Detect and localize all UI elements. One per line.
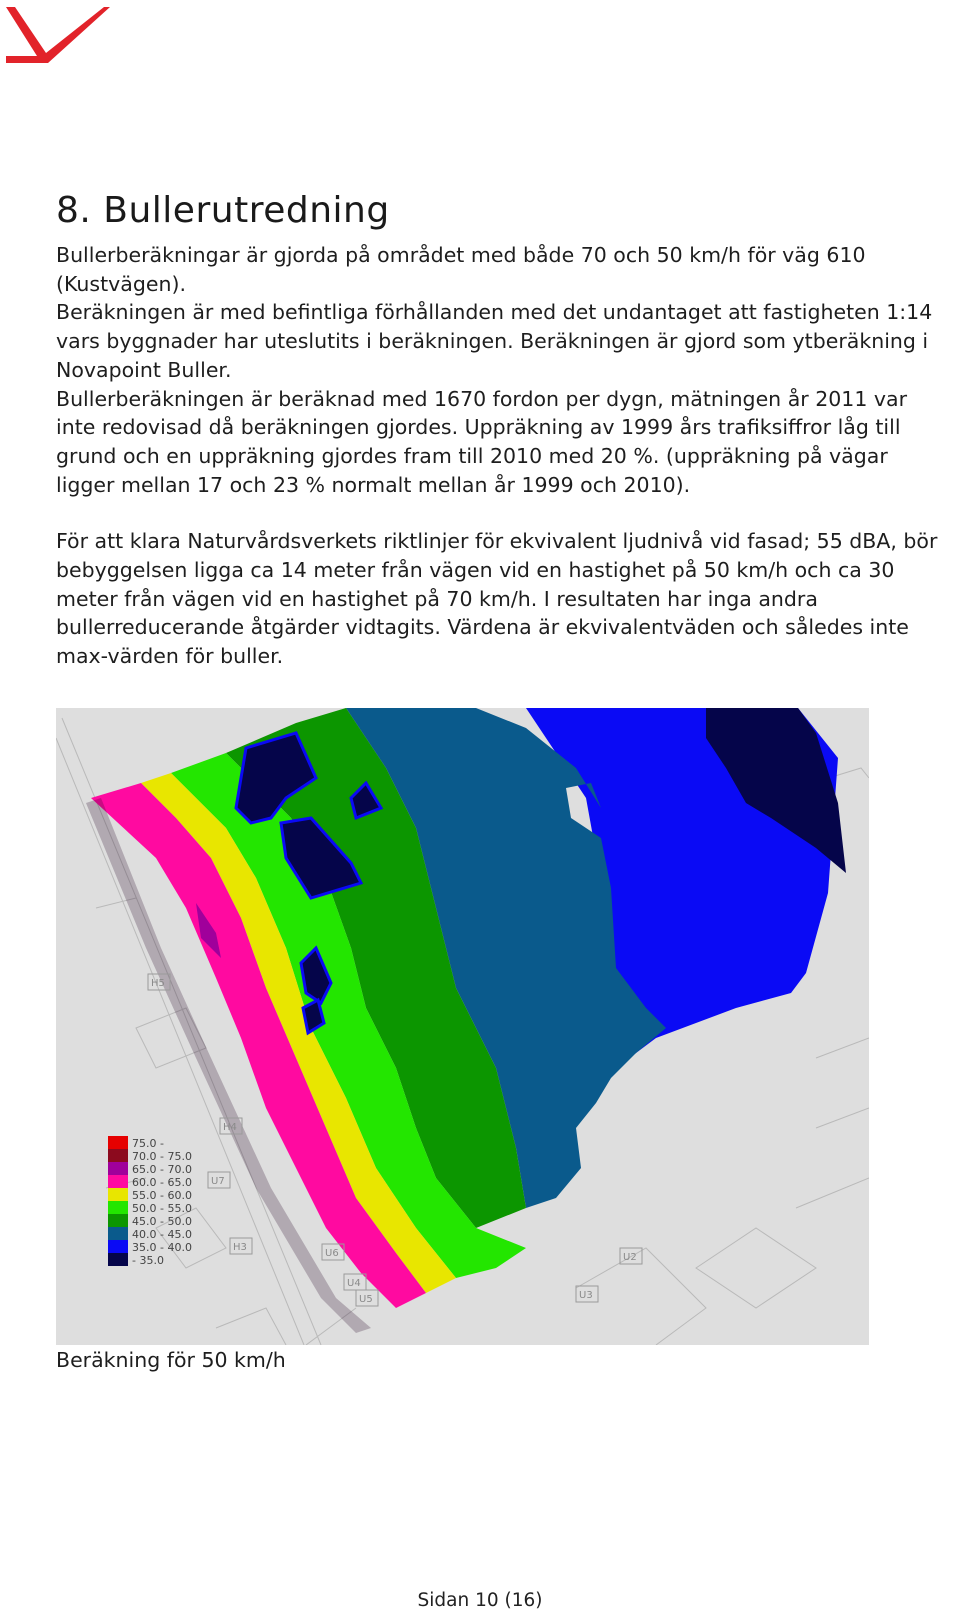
legend-swatch-65-70: [108, 1162, 128, 1175]
legend-label-45-50: 45.0 - 50.0: [132, 1215, 192, 1228]
plot-label-u6: U6: [325, 1248, 339, 1259]
plot-label-u2: U2: [623, 1252, 637, 1263]
plot-label-h4: H4: [223, 1122, 237, 1133]
legend-swatch-75: [108, 1136, 128, 1149]
page-title: 8. Bullerutredning: [56, 190, 390, 231]
legend-label-60-65: 60.0 - 65.0: [132, 1176, 192, 1189]
plot-label-u3: U3: [579, 1290, 593, 1301]
legend-label-75: 75.0 -: [132, 1137, 164, 1150]
plot-label-u7: U7: [211, 1176, 225, 1187]
plot-label-u4: U4: [347, 1278, 361, 1289]
legend: [108, 1136, 192, 1267]
legend-swatch-40-45: [108, 1227, 128, 1240]
logo-mark: [6, 7, 110, 63]
paragraph: Bullerberäkningen är beräknad med 1670 fordon per dygn, mätningen år 2011 var inte redovisad då beräkningen gjordes. Uppräkning av 1999 års trafiksiffror låg till grund och en uppräkning gjordes fram till 2010 med 20 %. (uppräkning på vägar ligger mellan 17 och 23 % normalt mellan år 1999 och 2010).: [56, 386, 908, 497]
page-number: Sidan 10 (16): [417, 1590, 543, 1611]
body-text: [56, 241, 946, 671]
legend-label-40-45: 40.0 - 45.0: [132, 1228, 192, 1241]
legend-label-below-35: - 35.0: [132, 1254, 164, 1267]
legend-swatch-55-60: [108, 1188, 128, 1201]
legend-swatch-70-75: [108, 1149, 128, 1162]
legend-swatch-50-55: [108, 1201, 128, 1214]
legend-label-70-75: 70.0 - 75.0: [132, 1150, 192, 1163]
paragraph: För att klara Naturvårdsverkets riktlinjer för ekvivalent ljudnivå vid fasad; 55 dBA, bör bebyggelsen ligga ca 14 meter från vägen vid en hastighet på 50 km/h och ca 30 meter från vägen vid en hastighet på 70 km/h. I resultaten har inga andra bullerreducerande åtgärder vidtagits. Värdena är ekvivalentväden och således inte max-värden för buller.: [56, 529, 938, 669]
logo: [6, 5, 110, 67]
plot-label-h5: H5: [151, 978, 165, 989]
legend-swatch-60-65: [108, 1175, 128, 1188]
figure-caption: Beräkning för 50 km/h: [56, 1348, 286, 1372]
legend-label-35-40: 35.0 - 40.0: [132, 1241, 192, 1254]
noise-map-figure: [56, 708, 869, 1345]
legend-swatch-45-50: [108, 1214, 128, 1227]
legend-label-65-70: 65.0 - 70.0: [132, 1163, 192, 1176]
legend-label-50-55: 50.0 - 55.0: [132, 1202, 192, 1215]
legend-swatch-35-40: [108, 1240, 128, 1253]
paragraph: Bullerberäkningar är gjorda på området med både 70 och 50 km/h för väg 610 (Kustvägen).: [56, 243, 866, 296]
plot-label-h3: H3: [233, 1242, 247, 1253]
legend-swatch-below-35: [108, 1253, 128, 1266]
plot-label-u5: U5: [359, 1294, 373, 1305]
legend-label-55-60: 55.0 - 60.0: [132, 1189, 192, 1202]
paragraph: Beräkningen är med befintliga förhållanden med det undantaget att fastigheten 1:14 vars byggnader har uteslutits i beräkningen. Beräkningen är gjord som ytberäkning i Novapoint Buller.: [56, 300, 933, 382]
